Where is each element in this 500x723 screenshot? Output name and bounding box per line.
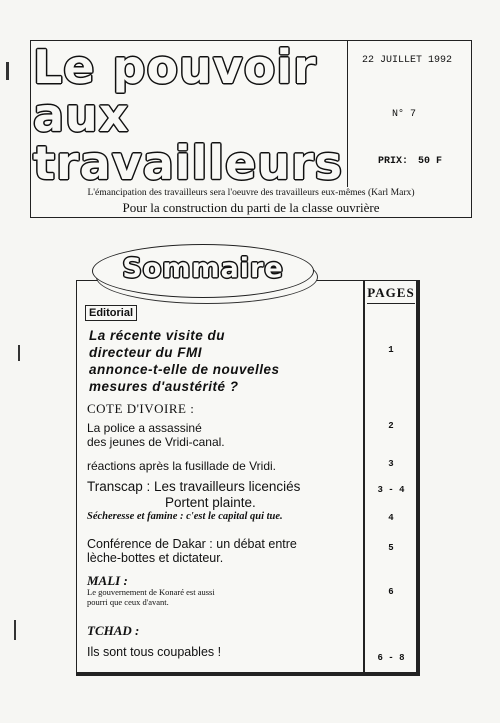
slogan: Pour la construction du parti de la classe ouvrière [122,200,380,215]
toc-entry-line: Conférence de Dakar : un débat entre [87,537,297,551]
toc-page-police: 2 [388,421,394,431]
table-of-contents [76,280,420,676]
section-tchad: TCHAD : [87,623,140,638]
pages-column-header: PAGES [364,285,418,301]
title-line-3: travailleurs [33,136,344,190]
title-line-2: aux [33,88,130,142]
issue-date: 22 JUILLET 1992 [362,55,453,66]
price-label: PRIX: [378,156,409,167]
toc-entry-line: Le gouvernement de Konaré est aussi [87,587,215,597]
toc-page-secheresse: 4 [388,513,394,523]
toc-page-dakar: 5 [388,543,394,553]
section-cote-divoire: COTE D'IVOIRE : [87,401,195,416]
toc-entry-secheresse: Sécheresse et famine : c'est le capital qui tue. [87,511,283,522]
toc-entry-police [87,421,225,449]
toc-entry-line: lèche-bottes et dictateur. [87,551,224,565]
toc-page-mali: 6 [388,587,394,597]
issue-number: N° 7 [392,109,417,120]
scan-speck [6,62,9,80]
title-line-1: Le pouvoir [33,40,317,94]
toc-entry-line: pourri que ceux d'avant. [87,597,169,607]
issue-price [378,156,442,167]
sommaire-heading [92,244,314,298]
price-value: 50 F [418,156,443,167]
issue-info-box [347,41,471,187]
toc-entry-line: La police a assassiné [87,421,202,435]
toc-entry-line: Transcap : Les travailleurs licenciés [87,479,301,494]
newspaper-title [31,40,347,190]
editorial-title [89,327,280,395]
toc-page-tchad: 6 - 8 [377,653,405,663]
toc-entry-line: Portent plainte. [165,495,256,510]
section-mali: MALI : [87,573,128,588]
masthead [30,40,472,218]
editorial-title-line: directeur du FMI [89,345,203,360]
marx-quote: L'émancipation des travailleurs sera l'oeuvre des travailleurs eux-mêmes (Karl Marx) [87,187,415,198]
toc-entry-transcap [87,479,300,511]
pages-column-divider [363,281,365,672]
scan-speck [18,345,20,361]
toc-entry-tchad: Ils sont tous coupables ! [87,645,222,659]
toc-entry-line: des jeunes de Vridi-canal. [87,435,225,449]
editorial-label: Editorial [85,305,137,321]
toc-page-reactions: 3 [388,459,394,469]
toc-entry-mali [87,587,215,607]
editorial-title-line: La récente visite du [89,328,226,343]
editorial-title-line: annonce-t-elle de nouvelles [89,362,280,377]
editorial-page: 1 [388,345,394,355]
toc-entry-dakar [87,537,297,565]
editorial-title-line: mesures d'austérité ? [89,379,239,394]
scan-speck [14,620,16,640]
toc-entry-reactions: réactions après la fusillade de Vridi. [87,459,276,473]
sommaire-heading-text: Sommaire [122,253,284,284]
toc-page-transcap: 3 - 4 [377,485,405,495]
